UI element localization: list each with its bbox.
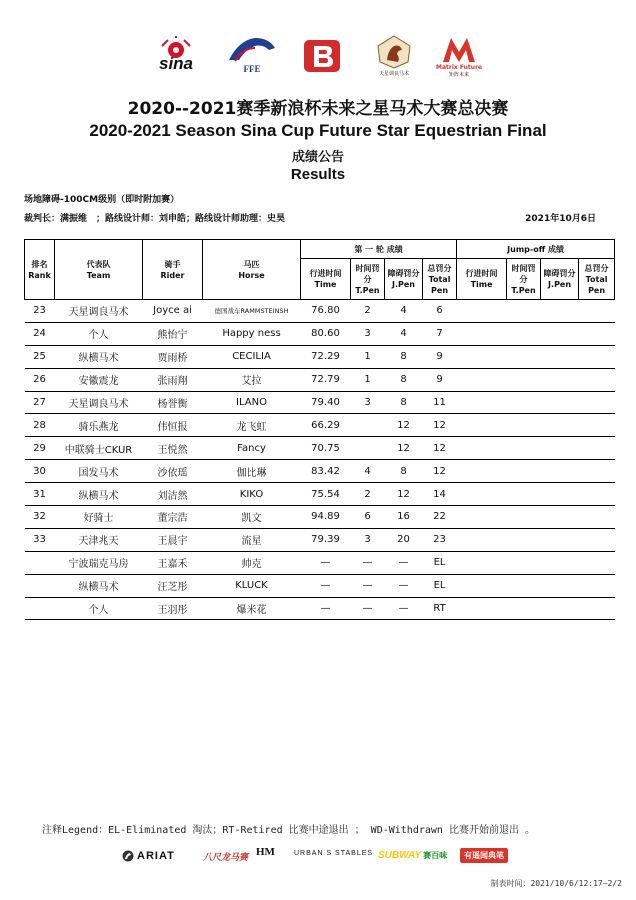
cell-time: 75.54 bbox=[301, 483, 351, 506]
cell-tpen: — bbox=[351, 574, 385, 597]
cell-rank bbox=[25, 597, 55, 620]
cell-rider: 伟恒报 bbox=[143, 414, 203, 437]
cell-team: 国发马术 bbox=[55, 460, 143, 483]
cell-rank: 32 bbox=[25, 506, 55, 529]
cell-team: 纵横马术 bbox=[55, 483, 143, 506]
cell-rider: 王晨宇 bbox=[143, 528, 203, 551]
cell-jumpoff bbox=[579, 483, 615, 506]
cell-tpen: 4 bbox=[351, 460, 385, 483]
event-class: 场地障碍-100CM级别（即时附加赛） bbox=[24, 195, 180, 205]
cell-jumpoff bbox=[541, 483, 579, 506]
cell-total: EL bbox=[423, 551, 457, 574]
cell-total: 6 bbox=[423, 300, 457, 323]
cell-rider: 董宗浩 bbox=[143, 506, 203, 529]
table-row bbox=[25, 391, 615, 414]
cell-team: 宁波瑞克马房 bbox=[55, 551, 143, 574]
matrix-m-icon bbox=[439, 34, 479, 64]
results-body bbox=[25, 300, 615, 620]
subway-logo: SUBWAY 赛百味 bbox=[378, 850, 448, 861]
cell-jpen: 8 bbox=[385, 391, 423, 414]
cell-time: 79.40 bbox=[301, 391, 351, 414]
tianxing-logo bbox=[372, 34, 416, 77]
cell-jpen: 20 bbox=[385, 528, 423, 551]
cell-tpen: — bbox=[351, 597, 385, 620]
results-heading-en: Results bbox=[290, 166, 346, 183]
cell-time: 70.75 bbox=[301, 437, 351, 460]
cell-jumpoff bbox=[541, 414, 579, 437]
youyao-logo: 有遥闻典笔 bbox=[460, 848, 508, 863]
cell-rider: 熊怡宁 bbox=[143, 322, 203, 345]
cell-rider: Joyce ai bbox=[143, 300, 203, 323]
horse-head-icon bbox=[225, 34, 279, 64]
header-rank: 排名 Rank bbox=[25, 240, 55, 300]
table-row bbox=[25, 460, 615, 483]
hm-logo: HM bbox=[256, 846, 275, 858]
cell-team: 纵横马术 bbox=[55, 345, 143, 368]
header-jo-total: 总罚分 Total Pen bbox=[579, 259, 615, 300]
legend: 注释Legend：EL-Eliminated 淘汰；RT-Retired 比赛中途退出 ； WD-Withdrawn 比赛开始前退出 。 bbox=[42, 825, 535, 836]
cell-team: 个人 bbox=[55, 597, 143, 620]
cell-tpen: — bbox=[351, 551, 385, 574]
header-rider: 骑手 Rider bbox=[143, 240, 203, 300]
results-heading-cn: 成绩公告 bbox=[291, 150, 344, 165]
header-jumpoff: Jump-off 成绩 bbox=[457, 240, 615, 259]
header-jo-time: 行进时间 Time bbox=[457, 259, 507, 300]
cell-rider: 王悦然 bbox=[143, 437, 203, 460]
cell-jumpoff bbox=[579, 528, 615, 551]
cell-total: 12 bbox=[423, 460, 457, 483]
cell-jumpoff bbox=[507, 483, 541, 506]
cell-horse: 德国战车RAMMSTEINSH bbox=[203, 300, 301, 323]
cell-rider: 王嘉禾 bbox=[143, 551, 203, 574]
cell-jumpoff bbox=[457, 322, 507, 345]
cell-jpen: 16 bbox=[385, 506, 423, 529]
cell-jpen: 12 bbox=[385, 483, 423, 506]
b-logo bbox=[302, 38, 342, 74]
event-date: 2021年10月6日 bbox=[525, 214, 596, 224]
cell-tpen: 3 bbox=[351, 391, 385, 414]
cell-horse: KIKO bbox=[203, 483, 301, 506]
cell-horse: Happy ness bbox=[203, 322, 301, 345]
cell-jumpoff bbox=[541, 528, 579, 551]
ariat-logo: ARIAT bbox=[122, 850, 175, 862]
cell-jumpoff bbox=[457, 437, 507, 460]
sina-logo bbox=[148, 36, 204, 76]
b-brand-icon bbox=[302, 38, 342, 74]
cell-total: 11 bbox=[423, 391, 457, 414]
table-row bbox=[25, 597, 615, 620]
ffe-wordmark: FFE bbox=[243, 64, 261, 74]
cell-jumpoff bbox=[507, 597, 541, 620]
cell-jpen: — bbox=[385, 551, 423, 574]
cell-jumpoff bbox=[579, 597, 615, 620]
cell-jumpoff bbox=[541, 368, 579, 391]
cell-rank: 30 bbox=[25, 460, 55, 483]
cell-total: 9 bbox=[423, 345, 457, 368]
table-row bbox=[25, 437, 615, 460]
cell-horse: 艾拉 bbox=[203, 368, 301, 391]
cell-jumpoff bbox=[507, 368, 541, 391]
cell-horse: 伽比琳 bbox=[203, 460, 301, 483]
cell-rank: 29 bbox=[25, 437, 55, 460]
cell-rank bbox=[25, 574, 55, 597]
cell-rider: 沙依瑶 bbox=[143, 460, 203, 483]
header-team: 代表队 Team bbox=[55, 240, 143, 300]
results-table bbox=[24, 239, 615, 620]
cell-horse: 凯文 bbox=[203, 506, 301, 529]
cell-rider: 汪芝彤 bbox=[143, 574, 203, 597]
cell-jumpoff bbox=[579, 506, 615, 529]
title-english: 2020-2021 Season Sina Cup Future Star Equestrian Final bbox=[89, 121, 547, 140]
cell-time: 72.29 bbox=[301, 345, 351, 368]
table-row bbox=[25, 300, 615, 323]
cell-team: 天津兆天 bbox=[55, 528, 143, 551]
cell-total: 12 bbox=[423, 414, 457, 437]
rearing-horse-icon bbox=[372, 34, 416, 70]
cell-jpen: — bbox=[385, 574, 423, 597]
table-row bbox=[25, 551, 615, 574]
cell-horse: 龙飞虹 bbox=[203, 414, 301, 437]
cell-rank: 31 bbox=[25, 483, 55, 506]
ffe-logo bbox=[225, 34, 279, 74]
table-row bbox=[25, 483, 615, 506]
cell-jumpoff bbox=[541, 300, 579, 323]
title-chinese: 2020--2021赛季新浪杯未来之星马术大赛总决赛 bbox=[127, 99, 509, 119]
cell-team: 天星调良马术 bbox=[55, 391, 143, 414]
cell-jumpoff bbox=[541, 437, 579, 460]
cell-jumpoff bbox=[541, 460, 579, 483]
urban-stables-logo: URBAN S STABLES bbox=[294, 850, 374, 857]
cell-time: 83.42 bbox=[301, 460, 351, 483]
cell-jpen: 8 bbox=[385, 368, 423, 391]
cell-jumpoff bbox=[457, 391, 507, 414]
cell-time: 76.80 bbox=[301, 300, 351, 323]
cell-team: 中联骑士CKUR bbox=[55, 437, 143, 460]
cell-tpen: 3 bbox=[351, 322, 385, 345]
cell-tpen: 1 bbox=[351, 345, 385, 368]
cell-total: EL bbox=[423, 574, 457, 597]
sponsor-bar bbox=[0, 846, 636, 876]
cell-tpen: 2 bbox=[351, 483, 385, 506]
cell-time: — bbox=[301, 574, 351, 597]
cell-jumpoff bbox=[579, 414, 615, 437]
cell-team: 天星调良马术 bbox=[55, 300, 143, 323]
cell-rider: 刘洁然 bbox=[143, 483, 203, 506]
header-r1-total: 总罚分 Total Pen bbox=[423, 259, 457, 300]
cell-horse: ILANO bbox=[203, 391, 301, 414]
cell-jumpoff bbox=[507, 414, 541, 437]
officials-line: 裁判长：满振维 ；路线设计师：刘申皓；路线设计师助理：史昊 bbox=[24, 214, 286, 224]
cell-jumpoff bbox=[507, 437, 541, 460]
header-logos bbox=[0, 30, 636, 86]
cell-time: — bbox=[301, 597, 351, 620]
cell-rank: 28 bbox=[25, 414, 55, 437]
cell-jumpoff bbox=[579, 300, 615, 323]
table-timestamp: 制表时间：2021/10/6/12:17—2/2 bbox=[490, 879, 622, 888]
cell-total: 7 bbox=[423, 322, 457, 345]
matrix-logo bbox=[436, 34, 482, 78]
cell-horse: 帅克 bbox=[203, 551, 301, 574]
cell-rank: 27 bbox=[25, 391, 55, 414]
header-r1-jpen: 障碍罚分 J.Pen bbox=[385, 259, 423, 300]
cell-jumpoff bbox=[457, 460, 507, 483]
cell-team: 好骑士 bbox=[55, 506, 143, 529]
cell-jumpoff bbox=[457, 506, 507, 529]
cell-jumpoff bbox=[507, 574, 541, 597]
cell-jumpoff bbox=[579, 437, 615, 460]
cell-jumpoff bbox=[541, 345, 579, 368]
cell-jumpoff bbox=[541, 506, 579, 529]
cell-team: 安徽震龙 bbox=[55, 368, 143, 391]
cell-total: RT bbox=[423, 597, 457, 620]
cell-tpen: 3 bbox=[351, 528, 385, 551]
table-row bbox=[25, 574, 615, 597]
cell-rider: 贾雨桥 bbox=[143, 345, 203, 368]
cell-jumpoff bbox=[541, 551, 579, 574]
cell-horse: Fancy bbox=[203, 437, 301, 460]
cell-total: 22 bbox=[423, 506, 457, 529]
cell-team: 个人 bbox=[55, 322, 143, 345]
sina-wordmark: sina bbox=[158, 54, 194, 73]
table-row bbox=[25, 368, 615, 391]
cell-tpen bbox=[351, 437, 385, 460]
cell-jumpoff bbox=[457, 483, 507, 506]
cell-rank: 23 bbox=[25, 300, 55, 323]
cell-tpen: 6 bbox=[351, 506, 385, 529]
cell-jumpoff bbox=[457, 528, 507, 551]
header-round1: 第 一 轮 成绩 bbox=[301, 240, 457, 259]
cell-horse: CECILIA bbox=[203, 345, 301, 368]
cell-rank: 25 bbox=[25, 345, 55, 368]
cell-jumpoff bbox=[507, 460, 541, 483]
cell-jpen: 4 bbox=[385, 300, 423, 323]
cell-jumpoff bbox=[507, 551, 541, 574]
cell-team: 纵横马术 bbox=[55, 574, 143, 597]
cell-horse: KLUCK bbox=[203, 574, 301, 597]
cell-total: 14 bbox=[423, 483, 457, 506]
table-row bbox=[25, 414, 615, 437]
table-row bbox=[25, 322, 615, 345]
cell-time: 66.29 bbox=[301, 414, 351, 437]
header-r1-tpen: 时间罚分 T.Pen bbox=[351, 259, 385, 300]
cell-jumpoff bbox=[579, 322, 615, 345]
cell-jumpoff bbox=[541, 597, 579, 620]
table-row bbox=[25, 506, 615, 529]
cell-jumpoff bbox=[507, 300, 541, 323]
cell-time: — bbox=[301, 551, 351, 574]
cell-jumpoff bbox=[541, 391, 579, 414]
dabei-logo: 八尺龙马赛 bbox=[203, 852, 249, 862]
cell-jumpoff bbox=[541, 322, 579, 345]
cell-jumpoff bbox=[507, 528, 541, 551]
cell-tpen: 1 bbox=[351, 368, 385, 391]
table-row bbox=[25, 528, 615, 551]
cell-jpen: 12 bbox=[385, 437, 423, 460]
cell-rank: 33 bbox=[25, 528, 55, 551]
cell-jumpoff bbox=[457, 345, 507, 368]
cell-rider: 张雨翔 bbox=[143, 368, 203, 391]
cell-time: 72.79 bbox=[301, 368, 351, 391]
matrix-wordmark: Matrix Future bbox=[436, 64, 483, 71]
cell-jumpoff bbox=[507, 391, 541, 414]
cell-jumpoff bbox=[579, 574, 615, 597]
cell-jpen: 12 bbox=[385, 414, 423, 437]
ariat-horse-icon bbox=[122, 850, 134, 862]
cell-team: 骑乐燕龙 bbox=[55, 414, 143, 437]
cell-jumpoff bbox=[579, 391, 615, 414]
matrix-cn: 矩阵未来 bbox=[449, 72, 470, 78]
cell-jumpoff bbox=[541, 574, 579, 597]
cell-jumpoff bbox=[457, 368, 507, 391]
header-jo-tpen: 时间罚分 T.Pen bbox=[507, 259, 541, 300]
cell-rank: 24 bbox=[25, 322, 55, 345]
cell-jumpoff bbox=[579, 551, 615, 574]
tianxing-name: 天星调良马术 bbox=[378, 71, 409, 77]
cell-time: 94.89 bbox=[301, 506, 351, 529]
cell-jumpoff bbox=[507, 322, 541, 345]
cell-rider: 王羽彤 bbox=[143, 597, 203, 620]
cell-jpen: 8 bbox=[385, 460, 423, 483]
cell-total: 9 bbox=[423, 368, 457, 391]
cell-jumpoff bbox=[457, 300, 507, 323]
cell-jumpoff bbox=[457, 551, 507, 574]
cell-horse: 流星 bbox=[203, 528, 301, 551]
cell-total: 12 bbox=[423, 437, 457, 460]
cell-jumpoff bbox=[579, 345, 615, 368]
cell-total: 23 bbox=[423, 528, 457, 551]
cell-jumpoff bbox=[457, 574, 507, 597]
cell-jpen: — bbox=[385, 597, 423, 620]
cell-rank: 26 bbox=[25, 368, 55, 391]
cell-jumpoff bbox=[507, 345, 541, 368]
cell-jpen: 8 bbox=[385, 345, 423, 368]
cell-rank bbox=[25, 551, 55, 574]
cell-jumpoff bbox=[507, 506, 541, 529]
cell-tpen bbox=[351, 414, 385, 437]
cell-jumpoff bbox=[457, 414, 507, 437]
cell-rider: 杨誉衡 bbox=[143, 391, 203, 414]
cell-jumpoff bbox=[579, 460, 615, 483]
cell-jumpoff bbox=[457, 597, 507, 620]
cell-tpen: 2 bbox=[351, 300, 385, 323]
cell-horse: 爆米花 bbox=[203, 597, 301, 620]
cell-jpen: 4 bbox=[385, 322, 423, 345]
header-horse: 马匹 Horse bbox=[203, 240, 301, 300]
header-r1-time: 行进时间 Time bbox=[301, 259, 351, 300]
header-jo-jpen: 障碍罚分 J.Pen bbox=[541, 259, 579, 300]
cell-time: 80.60 bbox=[301, 322, 351, 345]
cell-jumpoff bbox=[579, 368, 615, 391]
table-row bbox=[25, 345, 615, 368]
cell-time: 79.39 bbox=[301, 528, 351, 551]
